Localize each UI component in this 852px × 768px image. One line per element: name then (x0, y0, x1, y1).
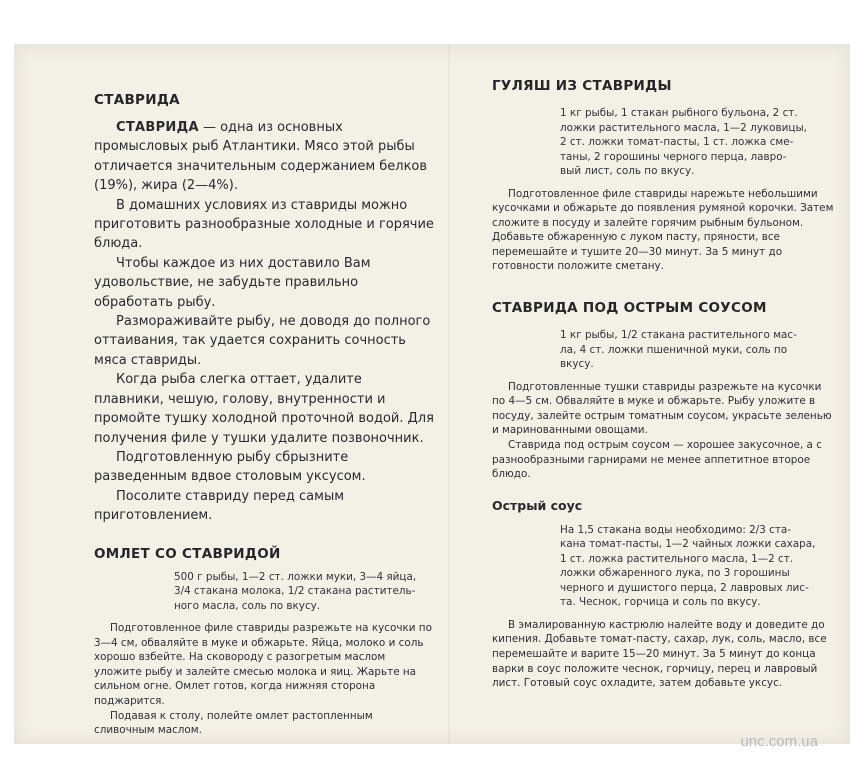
ingredient-line: 3/4 стакана молока, 1/2 стакана раститель- (174, 585, 416, 598)
goulash-ingredients (560, 106, 837, 179)
ingredient-line: ложки обжаренного лука, по 3 горошины (560, 567, 790, 580)
paragraph: Когда рыба слегка оттает, удалите плавники, чешую, голову, внутренности и промойте тушку холодной проточной водой. Для получения филе у тушки удалите позвоночник. (94, 372, 434, 446)
goulash-method (492, 187, 837, 275)
ingredient-line: ложки растительного масла, 1—2 луковицы, (560, 121, 807, 134)
ingredient-line: черного и душистого перца, 2 лавровых лис- (560, 581, 809, 594)
right-column (492, 78, 837, 691)
ingredient-line: На 1,5 стакана воды необходимо: 2/3 ста- (560, 523, 792, 536)
sauce-method (492, 618, 837, 691)
intro-text (94, 118, 434, 526)
ingredient-line: ла, 4 ст. ложки пшеничной муки, соль по (560, 343, 788, 356)
ingredient-line: 500 г рыбы, 1—2 ст. ложки муки, 3—4 яйца, (174, 570, 417, 583)
paragraph: Подготовленную рыбу сбрызните разведенным вдвое столовым уксусом. (94, 449, 366, 485)
left-column (94, 92, 434, 738)
sauce-ingredients (560, 523, 837, 610)
paragraph: В эмалированную кастрюлю налейте воду и доведите до кипения. Добавьте томат-пасту, сахар, лук, соль, масло, все перемешайте и варите 15—20 минут. За 5 минут до конца варки в соус положите чеснок, горчицу, перец и лавровый лист. Готовый соус охладите, затем добавьте уксус. (492, 618, 827, 690)
watermark: unc.com.ua (740, 733, 818, 750)
ingredient-line: ного масла, соль по вкусу. (174, 599, 321, 612)
section-title-stavrida: СТАВРИДА (94, 92, 180, 108)
intro-rest: — одна из основных промысловых рыб Атлантики. Мясо этой рыбы отличается значительным содержанием белков (19%), жира (2—4%). (94, 120, 428, 194)
paragraph: Подготовленные тушки ставриды разрежьте на кусочки по 4—5 см. Обваляйте в муке и обжарьте. Рыбу уложите в посуду, залейте острым томатным соусом, украсьте зеленью и маринованными овощами. (492, 380, 832, 437)
paragraph: Подавая к столу, полейте омлет растопленным сливочным маслом. (94, 709, 373, 737)
section-title-goulash: ГУЛЯШ ИЗ СТАВРИДЫ (492, 78, 672, 94)
section-title-spicy: СТАВРИДА ПОД ОСТРЫМ СОУСОМ (492, 300, 767, 317)
leaflet-page (14, 44, 850, 744)
section-title-omelet: ОМЛЕТ СО СТАВРИДОЙ (94, 545, 281, 562)
section-title-sauce: Острый соус (492, 497, 583, 513)
ingredient-line: 1 ст. ложка растительного масла, 1—2 ст. (560, 552, 794, 565)
paragraph: Чтобы каждое из них доставило Вам удовольствие, не забудьте правильно обработать рыбу. (94, 255, 371, 310)
ingredient-line: та. Чеснок, горчица и соль по вкусу. (560, 596, 761, 609)
ingredient-line: вкусу. (560, 358, 594, 371)
intro-paragraph (94, 118, 434, 196)
omelet-ingredients (174, 570, 434, 614)
ingredient-line: таны, 2 горошины черного перца, лавро- (560, 150, 787, 163)
paragraph: В домашних условиях из ставриды можно приготовить разнообразные холодные и горячие блюда. (94, 197, 434, 252)
ingredient-line: 1 кг рыбы, 1/2 стакана растительного мас- (560, 329, 797, 342)
paragraph: Размораживайте рыбу, не доводя до полного оттаивания, так удается сохранить сочность мяса ставриды. (94, 314, 431, 368)
ingredient-line: 2 ст. ложки томат-пасты, 1 ст. ложка сме- (560, 136, 794, 148)
omelet-method (94, 621, 434, 738)
ingredient-line: вый лист, соль по вкусу. (560, 165, 695, 177)
paragraph: Посолите ставриду перед самым приготовлением. (94, 488, 345, 524)
page-fold (448, 44, 450, 744)
ingredient-line: кана томат-пасты, 1—2 чайных ложки сахара, (560, 538, 816, 551)
paragraph: Подготовленное филе ставриды нарежьте небольшими кусочками и обжарьте до появления румяной корочки. Затем сложите в посуду и залейте горячим рыбным бульоном. Добавьте обжаренную с луком пасту, пряности, все перемешайте и тушите 20—30 минут. За 5 минут до готовности положите сметану. (492, 187, 834, 273)
spicy-method (492, 380, 837, 482)
paragraph: Ставрида под острым соусом — хорошее закусочное, а с разнообразными гарнирами не менее аппетитное второе блюдо. (492, 438, 822, 481)
ingredient-line: 1 кг рыбы, 1 стакан рыбного бульона, 2 ст. (560, 107, 798, 119)
paragraph: Подготовленное филе ставриды разрежьте на кусочки по 3—4 см, обваляйте в муке и обжарьте. Яйца, молоко и соль хорошо взбейте. На сковороду с разогретым маслом уложите рыбу и залейте смесью молока и яиц. Жарьте на сильном огне. Омлет готов, когда нижняя сторона поджарится. (94, 622, 432, 707)
spicy-ingredients (560, 328, 837, 372)
intro-lead: СТАВРИДА (116, 120, 199, 135)
